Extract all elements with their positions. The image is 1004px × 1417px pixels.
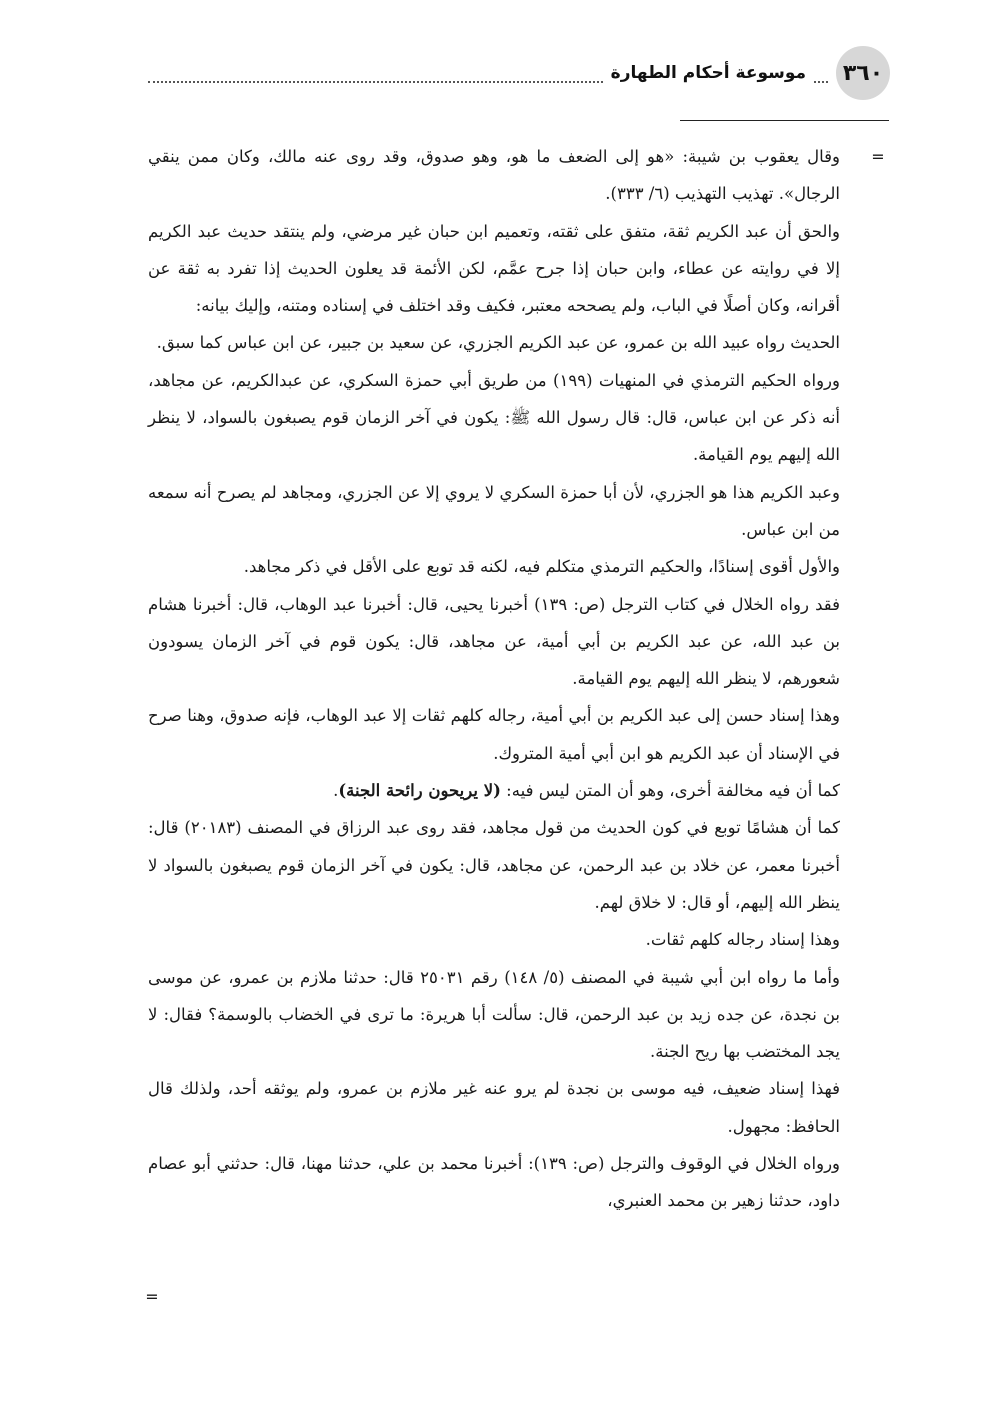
footnote-paragraph: فهذا إسناد ضعيف، فيه موسى بن نجدة لم يرو عنه غير ملازم بن عمرو، ولم يوثقه أحد، ولذلك قال الحافظ: مجهول.	[148, 1079, 840, 1136]
footnote-paragraph: فقد رواه الخلال في كتاب الترجل (ص: ١٣٩) أخبرنا يحيى، قال: أخبرنا عبد الوهاب، قال: أخبرنا هشام بن عبد الله، عن عبد الكريم بن أبي أمية، عن مجاهد، قال: يكون قوم في آخر الزمان يسودون شعورهم، لا ينظر الله إليهم يوم القيامة.	[148, 594, 840, 689]
footnote-paragraph: ورواه الخلال في الوقوف والترجل (ص: ١٣٩): أخبرنا محمد بن علي، حدثنا مهنا، قال: حدثني أبو عصام داود، حدثنا زهير بن محمد العنبري،	[148, 1154, 840, 1211]
footnote-paragraph: والحق أن عبد الكريم ثقة، متفق على ثقته، وتعميم ابن حبان غير مرضي، ولم ينتقد حديث عبد الكريم إلا في روايته عن عطاء، وابن حبان إذا جرح عمَّم، لكن الأئمة قد يعلون الحديث إذا تفرد به ثقة عن أقرانه، وكان أصلًا في الباب، ولم يصححه معتبر، فكيف وقد اختلف في إسناده ومتنه، وإليك بيانه:	[148, 221, 840, 316]
footnote-paragraph: ورواه الحكيم الترمذي في المنهيات (١٩٩) من طريق أبي حمزة السكري، عن عبدالكريم، عن مجاهد، أنه ذكر عن ابن عباس، قال: قال رسول الله ﷺ: يكون في آخر الزمان قوم يصبغون بالسواد، لا ينظر الله إليهم يوم القيامة.	[148, 370, 840, 465]
leader-dots-left	[148, 63, 603, 83]
page-header	[148, 46, 890, 100]
continuation-mark-top: =	[871, 147, 885, 166]
footnote-paragraph: كما أن هشامًا توبع في كون الحديث من قول مجاهد، فقد روى عبد الرزاق في المصنف (٢٠١٨٣) قال: أخبرنا معمر، عن خلاد بن عبد الرحمن، عن مجاهد، قال: يكون في آخر الزمان قوم يصبغون بالسواد لا ينظر الله إليهم، أو قال: لا خلاق لهم.	[148, 818, 840, 912]
footnote-paragraph-with-quote	[148, 772, 840, 809]
bold-hadith-phrase: (لا يريحون رائحة الجنة)	[338, 781, 501, 801]
running-title: موسوعة أحكام الطهارة	[610, 63, 806, 83]
footnote-paragraph: وعبد الكريم هذا هو الجزري، لأن أبا حمزة السكري لا يروي إلا عن الجزري، ومجاهد لم يصرح أنه سمعه من ابن عباس.	[148, 482, 840, 539]
continuation-mark-bottom: =	[145, 1287, 159, 1306]
leader-dots-right	[814, 63, 828, 83]
quote-line-lead: كما أن فيه مخالفة أخرى، وهو أن المتن ليس فيه:	[500, 781, 840, 801]
footnote-paragraph: وهذا إسناد رجاله كلهم ثقات.	[645, 930, 840, 950]
running-title-bar	[148, 56, 828, 90]
footnote-paragraph: الحديث رواه عبيد الله بن عمرو، عن عبد الكريم الجزري، عن سعيد بن جبير، عن ابن عباس كما سبق.	[156, 333, 840, 353]
footnote-body	[148, 138, 840, 1220]
footnote-paragraph: وأما ما رواه ابن أبي شيبة في المصنف (٥/ ١٤٨) رقم ٢٥٠٣١ قال: حدثنا ملازم بن عمرو، عن موسى بن نجدة، عن جده زيد بن عبد الرحمن، قال: سألت أبا هريرة: ما ترى في الخضاب بالوسمة؟ فقال: لا يجد المختضب بها ريح الجنة.	[148, 967, 840, 1062]
footnote-separator-rule	[680, 120, 889, 121]
page-number-badge: ٣٦٠	[836, 46, 890, 100]
footnote-paragraph: وقال يعقوب بن شيبة: «هو إلى الضعف ما هو، وهو صدوق، وقد روى عنه مالك، وكان ممن ينقي الرجال». تهذيب التهذيب (٦/ ٣٣٣).	[148, 147, 840, 204]
quote-line-tail: .	[333, 781, 339, 801]
footnote-paragraph: وهذا إسناد حسن إلى عبد الكريم بن أبي أمية، رجاله كلهم ثقات إلا عبد الوهاب، فإنه صدوق، وهنا صرح في الإسناد أن عبد الكريم هو ابن أبي أمية المتروك.	[148, 706, 840, 763]
footnote-paragraph: والأول أقوى إسنادًا، والحكيم الترمذي متكلم فيه، لكنه قد توبع على الأقل في ذكر مجاهد.	[243, 557, 840, 577]
